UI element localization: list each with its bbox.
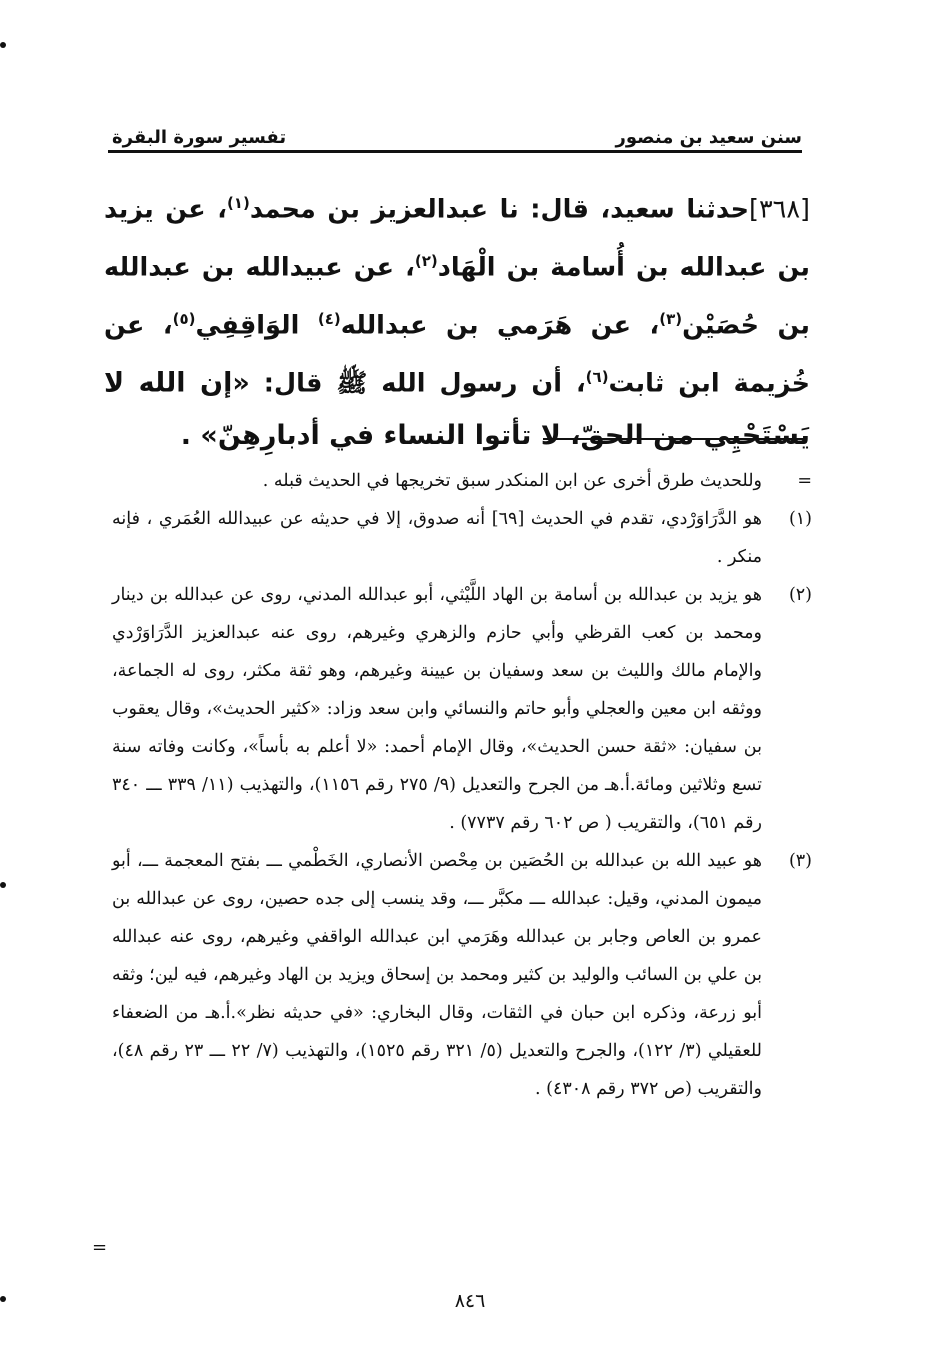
footnote [112,842,812,1108]
page-number: ٨٤٦ [454,1290,486,1312]
continuation-mark: = [92,1237,108,1258]
footnote-ref: (٤) [317,310,341,328]
footnote-text: وللحديث طرق أخرى عن ابن المنكدر سبق تخريجها في الحديث قبله . [262,471,762,491]
footnotes [112,462,812,1108]
scan-speck [0,42,6,48]
hadith-part: ، عن عبيدالله بن عبدالله بن حُصَيْن [104,252,811,341]
section-title: تفسير سورة البقرة [112,127,287,148]
footnote-text: هو عبيد الله بن عبدالله بن الحُصَين بن مِحْصن الأنصاري، الخَطْمي ـــ بفتح المعجمة ـــ، أبو ميمون المدني، وقيل: عبدالله ـــ مكبَّر ـــ، وقد ينسب إلى جده حصين، روى عن عبدالله بن عمرو بن العاص وجابر بن عبدالله وهَرَمي ابن عبدالله الواقفي وغيرهم، روى عنه عبدالله بن علي بن السائب والوليد بن كثير ومحمد بن إسحاق ويزيد بن الهاد وغيرهم، فيه لين؛ وثقه أبو زرعة، وذكره ابن حبان في الثقات، وقال البخاري: «في حديثه نظر».أ.هـ من الضعفاء للعقيلي (٣/ ١٢٢)، والجرح والتعديل (٥/ ٣٢١ رقم ١٥٢٥)، والتهذيب (٧/ ٢٢ ـــ ٢٣ رقم ٤٨)، والتقريب (ص ٣٧٢ رقم ٤٣٠٨) . [112,851,762,1099]
scan-speck [0,882,6,888]
footnote-mark: (١) [788,509,812,529]
footnote-separator [543,438,805,440]
footnote [112,500,812,576]
hadith-part: الوَاقِفِي [195,310,318,341]
hadith-quote: «إن الله لا يَسْتَحْيِي من الحقّ، لا تأتوا النساء في أدبارِهِنّ» . [104,367,810,451]
footnote-ref: (٣) [659,310,683,328]
footnote-ref: (٢) [414,252,438,270]
footnote-mark: = [797,471,812,491]
hadith-part: ، عن خُزيمة ابن ثابت [104,310,810,399]
hadith-number: [٣٦٨] [749,194,810,225]
footnote-ref: (٦) [585,368,609,386]
footnote-mark: (٣) [788,851,812,871]
footnote-mark: (٢) [788,585,812,605]
footnote [112,462,812,500]
scan-speck [0,1296,6,1302]
book-title: سنن سعيد بن منصور [615,127,802,148]
footnote-text: هو الدَّرَاوَرْدي، تقدم في الحديث [٦٩] أنه صدوق، إلا في حديثه عن عبيدالله العُمَري ، فإنه منكر . [112,509,762,567]
hadith-part: ، أن رسول الله ﷺ قال: [249,368,586,399]
hadith-part: حدثنا سعيد، قال: نا عبدالعزيز بن محمد [249,194,749,225]
header-rule [108,150,802,153]
footnote-ref: (٥) [172,310,196,328]
page-header [112,112,802,148]
hadith-part: ، عن هَرَمي بن عبدالله [340,310,660,341]
footnote-text: هو يزيد بن عبدالله بن أسامة بن الهاد اللَّيْثي، أبو عبدالله المدني، روى عن عبدالله بن دينار ومحمد بن كعب القرظي وأبي حازم والزهري وغيرهم، روى عنه عبدالعزيز الدَّرَاوَرْدي والإمام مالك والليث بن سعد وسفيان بن عيينة وغيرهم، وهو ثقة مكثر، روى له الجماعة، ووثقه ابن معين والعجلي وأبو حاتم والنسائي وابن سعد وزاد: «كثير الحديث»، وقال يعقوب بن سفيان: «ثقة حسن الحديث»، وقال الإمام أحمد: «لا أعلم به بأساً»، وكانت وفاته سنة تسع وثلاثين ومائة.أ.هـ من الجرح والتعديل (٩/ ٢٧٥ رقم ١١٥٦)، والتهذيب (١١/ ٣٣٩ ـــ ٣٤٠ رقم ٦٥١)، والتقريب ( ص ٦٠٢ رقم ٧٧٣٧) . [112,585,762,833]
hadith-text [104,178,810,463]
footnote-ref: (١) [226,194,250,212]
hadith-part: ، عن يزيد بن عبدالله بن أُسامة بن الْهَاد [104,194,810,283]
footnote [112,576,812,842]
